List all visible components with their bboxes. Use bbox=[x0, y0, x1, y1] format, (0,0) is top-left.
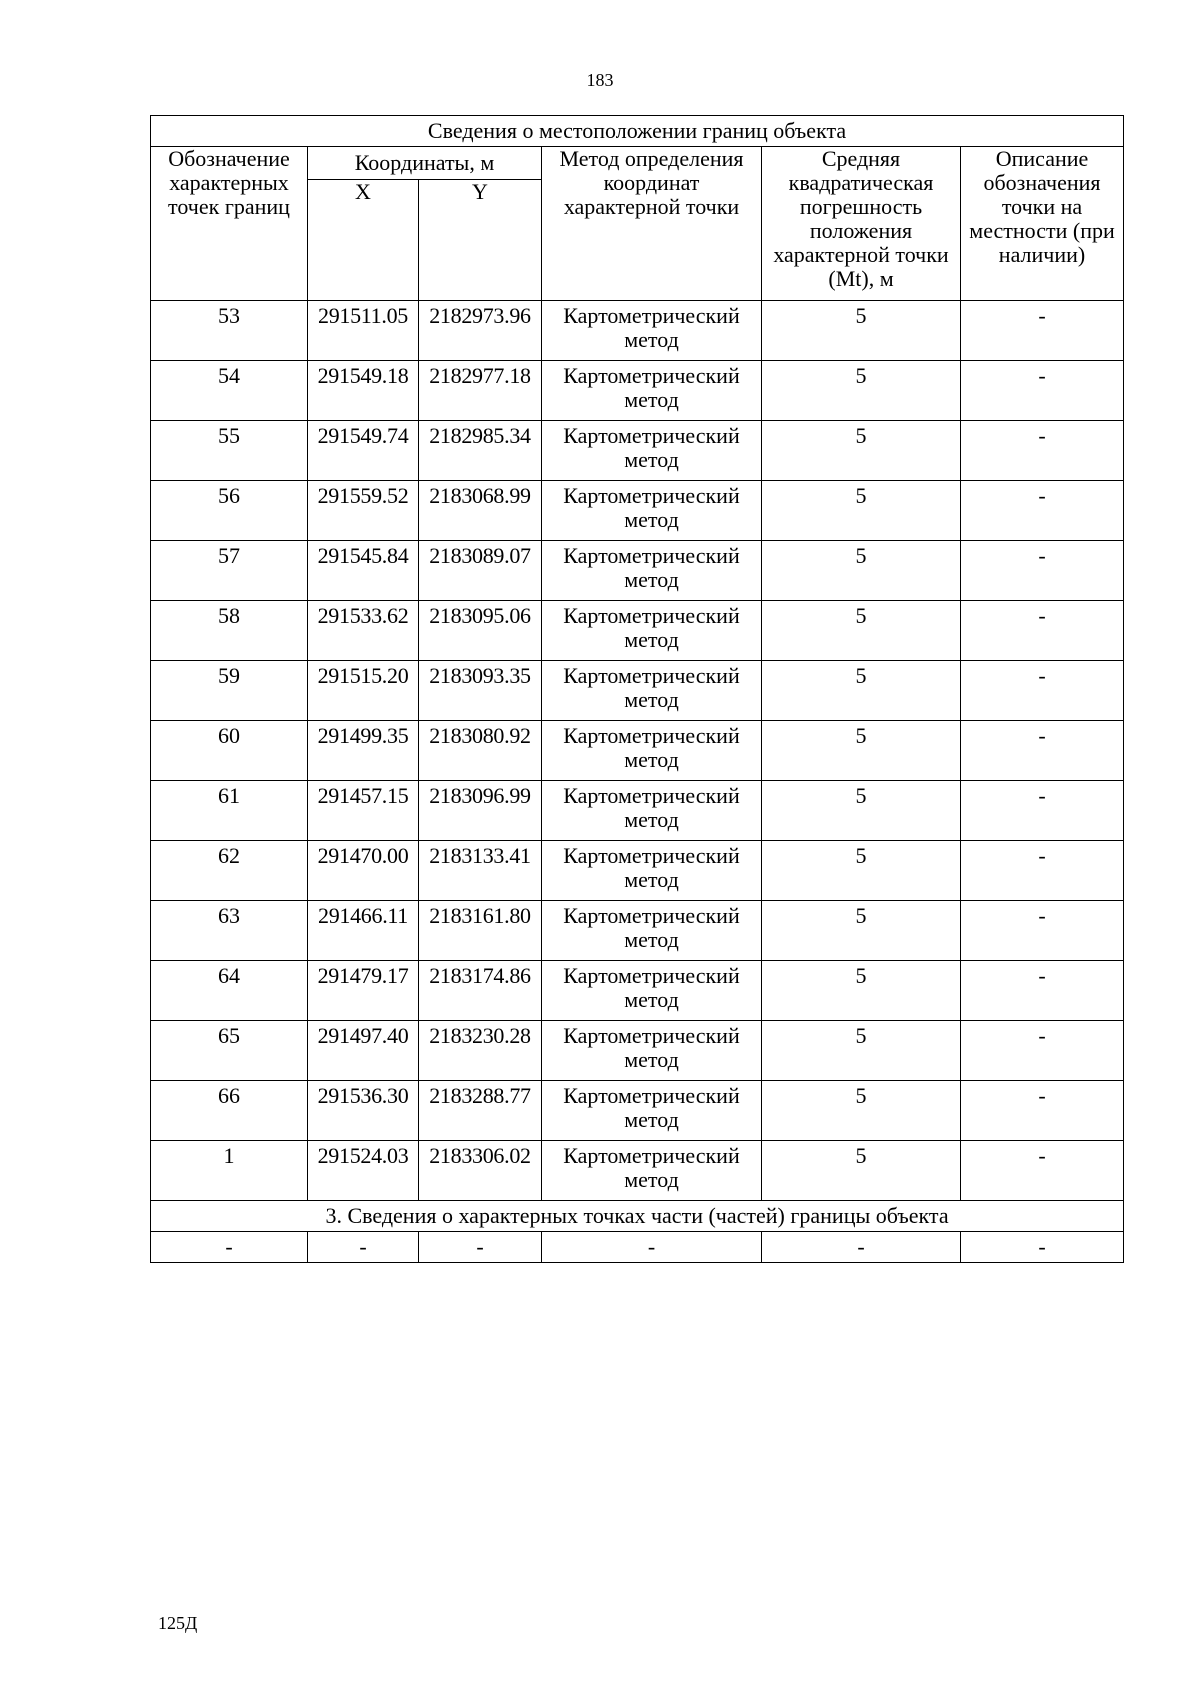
x-coordinate-cell: 291479.17 bbox=[308, 961, 419, 1021]
page-number: 183 bbox=[586, 70, 614, 90]
table-row bbox=[151, 781, 1124, 841]
point-cell: 61 bbox=[151, 781, 308, 841]
method-cell: Картометрический метод bbox=[542, 1081, 762, 1141]
table-title: Сведения о местоположении границ объекта bbox=[151, 116, 1124, 147]
header-error: Средняя квадратическая погрешность положения характерной точки (Mt), м bbox=[762, 147, 961, 301]
table-row bbox=[151, 541, 1124, 601]
empty-cell: - bbox=[151, 1232, 308, 1263]
point-cell: 54 bbox=[151, 361, 308, 421]
method-cell: Картометрический метод bbox=[542, 1021, 762, 1081]
x-coordinate-cell: 291559.52 bbox=[308, 481, 419, 541]
point-cell: 57 bbox=[151, 541, 308, 601]
error-cell: 5 bbox=[762, 781, 961, 841]
method-cell: Картометрический метод bbox=[542, 421, 762, 481]
point-cell: 1 bbox=[151, 1141, 308, 1201]
error-cell: 5 bbox=[762, 961, 961, 1021]
y-coordinate-cell: 2183095.06 bbox=[419, 601, 542, 661]
error-cell: 5 bbox=[762, 1021, 961, 1081]
x-coordinate-cell: 291511.05 bbox=[308, 301, 419, 361]
point-cell: 64 bbox=[151, 961, 308, 1021]
error-cell: 5 bbox=[762, 1141, 961, 1201]
description-cell: - bbox=[961, 841, 1124, 901]
method-cell: Картометрический метод bbox=[542, 781, 762, 841]
description-cell: - bbox=[961, 781, 1124, 841]
empty-row bbox=[151, 1232, 1124, 1263]
error-cell: 5 bbox=[762, 721, 961, 781]
point-cell: 58 bbox=[151, 601, 308, 661]
description-cell: - bbox=[961, 361, 1124, 421]
error-cell: 5 bbox=[762, 361, 961, 421]
description-cell: - bbox=[961, 961, 1124, 1021]
table-row bbox=[151, 961, 1124, 1021]
description-cell: - bbox=[961, 481, 1124, 541]
empty-cell: - bbox=[308, 1232, 419, 1263]
method-cell: Картометрический метод bbox=[542, 541, 762, 601]
error-cell: 5 bbox=[762, 481, 961, 541]
y-coordinate-cell: 2182985.34 bbox=[419, 421, 542, 481]
x-coordinate-cell: 291497.40 bbox=[308, 1021, 419, 1081]
method-cell: Картометрический метод bbox=[542, 841, 762, 901]
method-cell: Картометрический метод bbox=[542, 301, 762, 361]
description-cell: - bbox=[961, 601, 1124, 661]
y-coordinate-cell: 2183174.86 bbox=[419, 961, 542, 1021]
y-coordinate-cell: 2183288.77 bbox=[419, 1081, 542, 1141]
y-coordinate-cell: 2183068.99 bbox=[419, 481, 542, 541]
y-coordinate-cell: 2183089.07 bbox=[419, 541, 542, 601]
point-cell: 59 bbox=[151, 661, 308, 721]
section3-row bbox=[151, 1201, 1124, 1232]
table-row bbox=[151, 1021, 1124, 1081]
y-coordinate-cell: 2183161.80 bbox=[419, 901, 542, 961]
error-cell: 5 bbox=[762, 901, 961, 961]
point-cell: 55 bbox=[151, 421, 308, 481]
point-cell: 60 bbox=[151, 721, 308, 781]
x-coordinate-cell: 291549.74 bbox=[308, 421, 419, 481]
x-coordinate-cell: 291536.30 bbox=[308, 1081, 419, 1141]
y-coordinate-cell: 2183306.02 bbox=[419, 1141, 542, 1201]
x-coordinate-cell: 291545.84 bbox=[308, 541, 419, 601]
description-cell: - bbox=[961, 541, 1124, 601]
error-cell: 5 bbox=[762, 841, 961, 901]
header-designation: Обозначение характерных точек границ bbox=[151, 147, 308, 301]
error-cell: 5 bbox=[762, 421, 961, 481]
point-cell: 63 bbox=[151, 901, 308, 961]
header-method: Метод определения координат характерной точки bbox=[542, 147, 762, 301]
header-row bbox=[151, 147, 1124, 180]
description-cell: - bbox=[961, 1021, 1124, 1081]
point-cell: 62 bbox=[151, 841, 308, 901]
method-cell: Картометрический метод bbox=[542, 1141, 762, 1201]
x-coordinate-cell: 291466.11 bbox=[308, 901, 419, 961]
y-coordinate-cell: 2182977.18 bbox=[419, 361, 542, 421]
table-row bbox=[151, 421, 1124, 481]
y-coordinate-cell: 2183133.41 bbox=[419, 841, 542, 901]
method-cell: Картометрический метод bbox=[542, 481, 762, 541]
y-coordinate-cell: 2183096.99 bbox=[419, 781, 542, 841]
description-cell: - bbox=[961, 721, 1124, 781]
x-coordinate-cell: 291515.20 bbox=[308, 661, 419, 721]
table-row bbox=[151, 841, 1124, 901]
method-cell: Картометрический метод bbox=[542, 721, 762, 781]
point-cell: 53 bbox=[151, 301, 308, 361]
error-cell: 5 bbox=[762, 661, 961, 721]
table-row bbox=[151, 721, 1124, 781]
error-cell: 5 bbox=[762, 1081, 961, 1141]
description-cell: - bbox=[961, 421, 1124, 481]
table-row bbox=[151, 601, 1124, 661]
empty-cell: - bbox=[961, 1232, 1124, 1263]
table-row bbox=[151, 661, 1124, 721]
y-coordinate-cell: 2183093.35 bbox=[419, 661, 542, 721]
y-coordinate-cell: 2183080.92 bbox=[419, 721, 542, 781]
table-title-row bbox=[151, 116, 1124, 147]
point-cell: 65 bbox=[151, 1021, 308, 1081]
boundary-coordinates-table bbox=[150, 115, 1124, 1263]
y-coordinate-cell: 2182973.96 bbox=[419, 301, 542, 361]
table-row bbox=[151, 1081, 1124, 1141]
section3-title: 3. Сведения о характерных точках части (частей) границы объекта bbox=[151, 1201, 1124, 1232]
empty-cell: - bbox=[762, 1232, 961, 1263]
y-coordinate-cell: 2183230.28 bbox=[419, 1021, 542, 1081]
table-row bbox=[151, 301, 1124, 361]
error-cell: 5 bbox=[762, 541, 961, 601]
description-cell: - bbox=[961, 1081, 1124, 1141]
x-coordinate-cell: 291470.00 bbox=[308, 841, 419, 901]
table-row bbox=[151, 361, 1124, 421]
header-coordinates: Координаты, м bbox=[308, 147, 542, 180]
method-cell: Картометрический метод bbox=[542, 961, 762, 1021]
header-y: Y bbox=[419, 180, 542, 301]
method-cell: Картометрический метод bbox=[542, 661, 762, 721]
table-row bbox=[151, 481, 1124, 541]
x-coordinate-cell: 291549.18 bbox=[308, 361, 419, 421]
description-cell: - bbox=[961, 661, 1124, 721]
header-description: Описание обозначения точки на местности (при наличии) bbox=[961, 147, 1124, 301]
method-cell: Картометрический метод bbox=[542, 901, 762, 961]
x-coordinate-cell: 291533.62 bbox=[308, 601, 419, 661]
x-coordinate-cell: 291457.15 bbox=[308, 781, 419, 841]
x-coordinate-cell: 291524.03 bbox=[308, 1141, 419, 1201]
x-coordinate-cell: 291499.35 bbox=[308, 721, 419, 781]
point-cell: 56 bbox=[151, 481, 308, 541]
error-cell: 5 bbox=[762, 301, 961, 361]
description-cell: - bbox=[961, 301, 1124, 361]
table-row bbox=[151, 901, 1124, 961]
error-cell: 5 bbox=[762, 601, 961, 661]
header-x: X bbox=[308, 180, 419, 301]
point-cell: 66 bbox=[151, 1081, 308, 1141]
table-row bbox=[151, 1141, 1124, 1201]
description-cell: - bbox=[961, 1141, 1124, 1201]
empty-cell: - bbox=[542, 1232, 762, 1263]
description-cell: - bbox=[961, 901, 1124, 961]
empty-cell: - bbox=[419, 1232, 542, 1263]
method-cell: Картометрический метод bbox=[542, 361, 762, 421]
footer-code: 125Д bbox=[158, 1613, 198, 1633]
method-cell: Картометрический метод bbox=[542, 601, 762, 661]
